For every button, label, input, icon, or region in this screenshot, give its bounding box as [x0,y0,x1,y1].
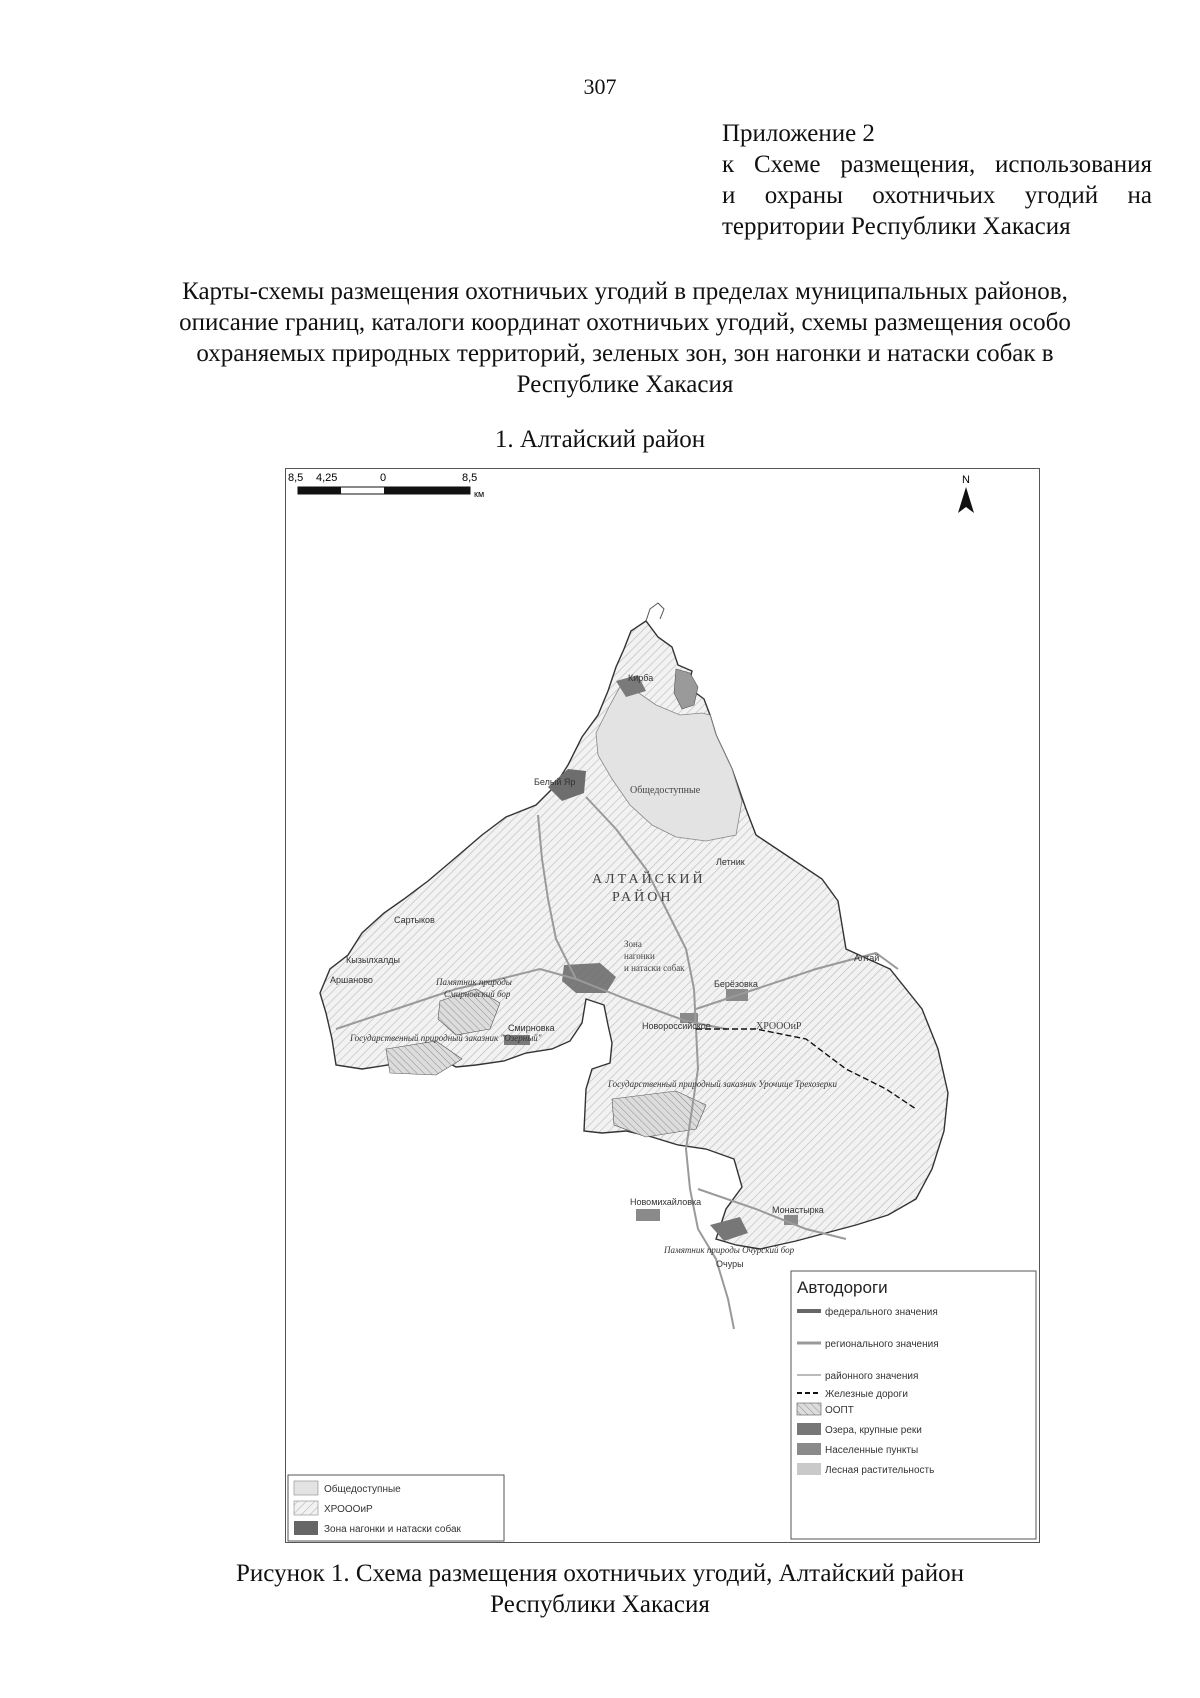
area-label-zone: и натаски собак [624,963,685,973]
figure-caption-line-1: Рисунок 1. Схема размещения охотничьих угодий, Алтайский район [236,1560,964,1587]
north-arrow-icon [958,474,974,513]
document-title-line-3: охраняемых природных территорий, зеленых зон, зон нагонки и натаски собак в [196,340,1054,367]
oopt-label: Памятник природы [436,977,512,987]
oopt-label: Смирновский бор [444,989,511,999]
district-label: РАЙОН [612,890,674,905]
settlement-label: Кирба [628,673,654,683]
document-title-line-4: Республике Хакасия [516,371,734,398]
roads-legend [791,1271,1036,1539]
oopt-label: Памятник природы Очурский бор [664,1245,795,1255]
map-figure [285,468,1040,1543]
scale-unit: км [474,489,485,499]
oopt-label: Государственный природный заказник "Озерный" [350,1033,542,1043]
figure-caption [0,1558,1200,1620]
settlement-label: Монастырка [772,1205,824,1215]
legend-item-label: Зона нагонки и натаски собак [324,1524,461,1535]
settlement-label: Летник [716,857,745,867]
settlement-label: Сартыков [394,915,435,925]
legend-item-label: ХРОООиР [324,1504,373,1515]
figure-caption-line-2: Республики Хакасия [490,1591,710,1618]
legend-item-label: Лесная растительность [825,1465,935,1476]
legend-item-label: Озера, крупные реки [825,1425,922,1436]
appendix-header [722,118,1152,242]
settlement-label: Новомихайловка [630,1197,702,1207]
settlement-novomikhaylovka [636,1209,660,1221]
appendix-line-3: и охраны охотничьих угодий на [722,182,1152,209]
legend-item-label: Общедоступные [324,1484,401,1495]
scale-tick-label: 8,5 [462,472,478,484]
legend-item-label: Населенные пункты [825,1445,919,1456]
scale-tick-label: 8,5 [288,472,304,484]
legend-item-label: ООПТ [825,1405,854,1416]
scale-tick-label: 0 [380,472,387,484]
legend-item-label: федерального значения [825,1307,938,1318]
appendix-line-4: территории Республики Хакасия [722,213,1071,240]
north-label: N [962,474,970,486]
settlement-label: Берёзовка [714,979,758,989]
legend-item-label: регионального значения [825,1339,939,1350]
settlement-label: Новороссийское [642,1021,711,1031]
appendix-line-2: к Схеме размещения, использования [722,151,1152,178]
scale-tick-label: 4,25 [316,472,338,484]
settlement-label: Кызылхалды [346,955,400,965]
legend-item-label: Железные дороги [825,1389,908,1400]
settlement-label: Очуры [716,1259,744,1269]
page-number: 307 [583,74,617,99]
area-label-hrooir: ХРОООиР [756,1021,802,1032]
document-title-line-1: Карты-схемы размещения охотничьих угодий в пределах муниципальных районов, [182,278,1068,305]
settlement-label: Алтай [854,953,880,963]
area-label-zone: Зона [624,939,642,949]
area-label-public: Общедоступные [630,785,701,796]
appendix-line-1: Приложение 2 [722,120,875,147]
oopt-label: Государственный природный заказник Урочище Трехозерки [608,1079,837,1089]
settlement-label: Аршаново [330,975,373,985]
document-title-line-2: описание границ, каталоги координат охотничьих угодий, схемы размещения особо [179,309,1071,336]
areas-legend [288,1475,504,1541]
document-title [120,276,1130,400]
legend-item-label: районного значения [825,1371,919,1382]
roads-legend-title: Автодороги [797,1278,888,1297]
district-label: АЛТАЙСКИЙ [592,872,706,887]
map-canvas [286,469,1041,1544]
settlement-label: Белый Яр [534,777,576,787]
settlement-label: Смирновка [508,1023,555,1033]
scale-bar [288,472,484,499]
section-heading: 1. Алтайский район [494,426,706,453]
area-label-zone: нагонки [624,951,655,961]
